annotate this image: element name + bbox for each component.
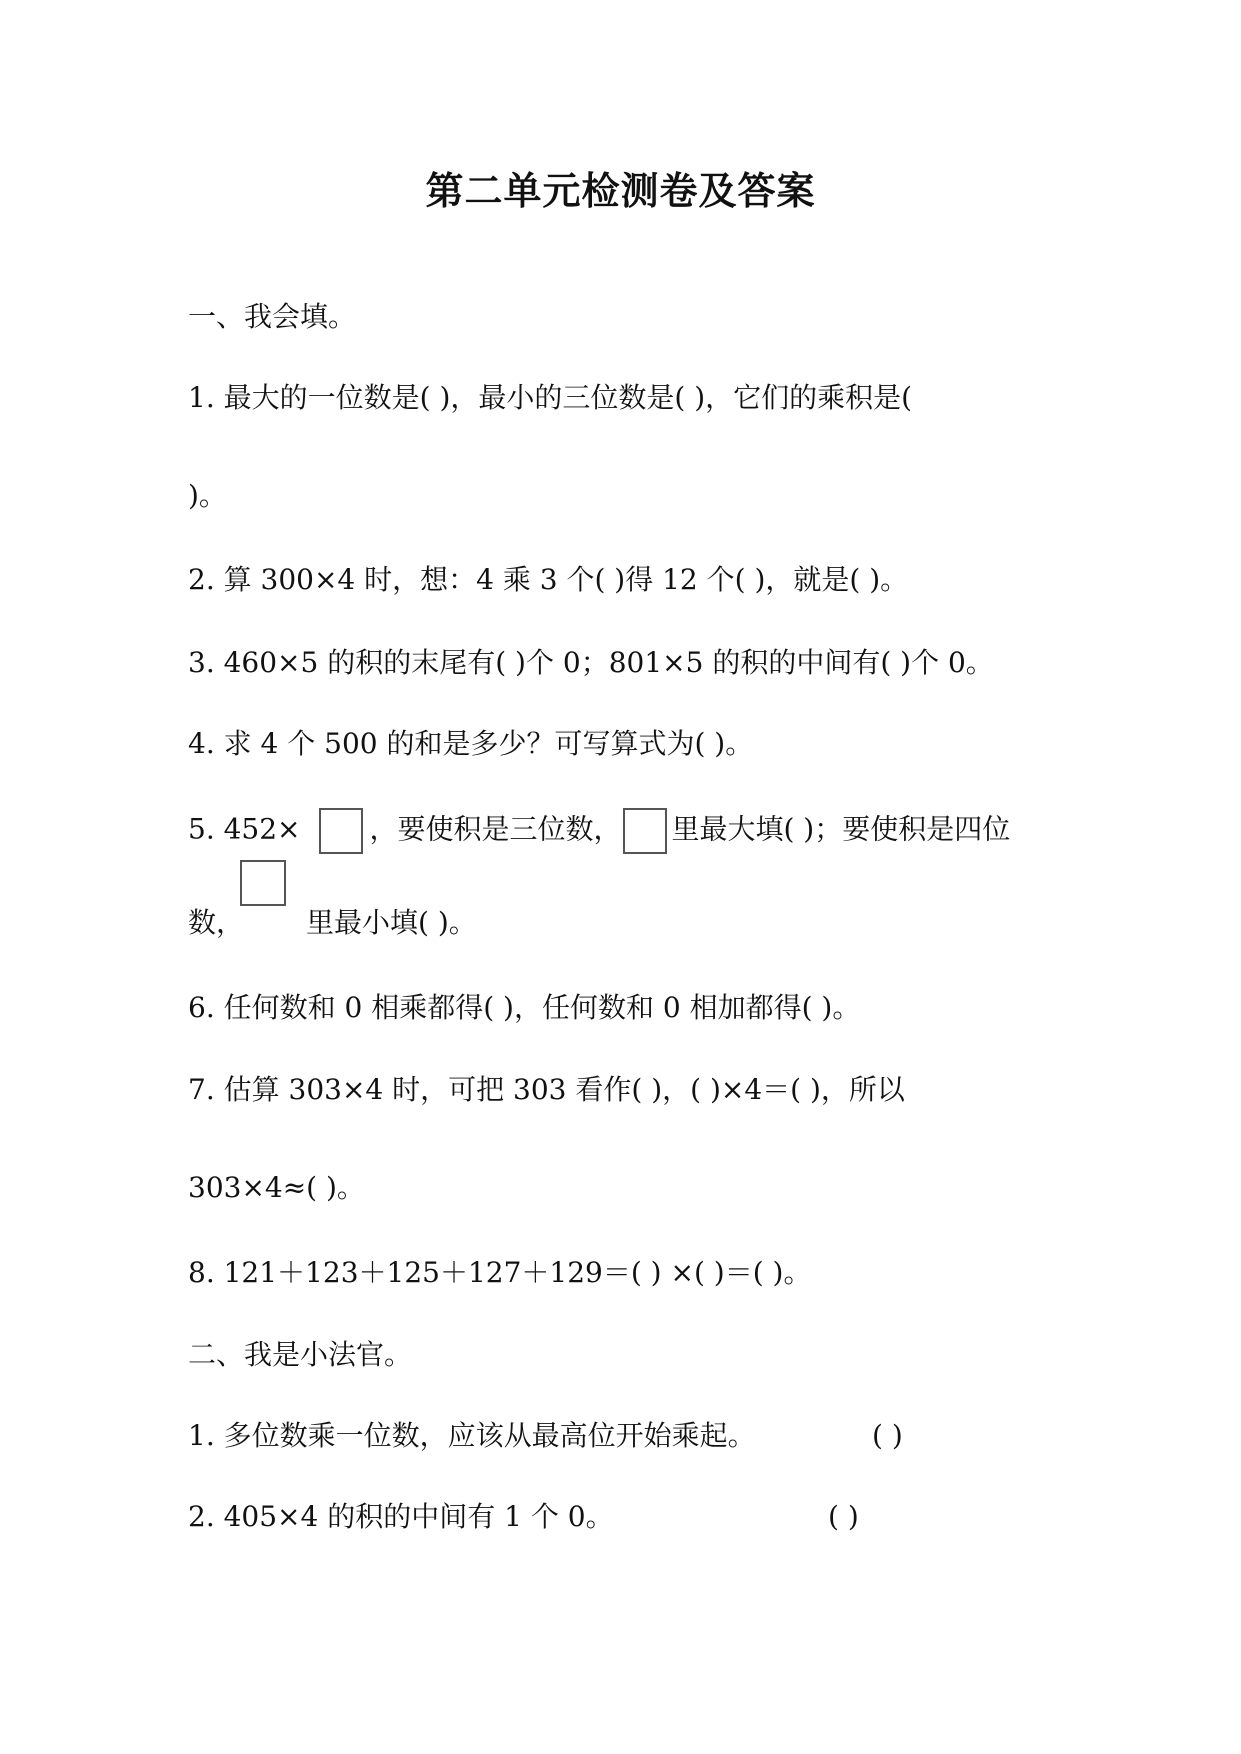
question-8: 8. 121＋123＋125＋127＋129＝( ) ×( )＝( )。 (188, 1256, 812, 1289)
judge-question-2: 2. 405×4 的积的中间有 1 个 0。 (188, 1500, 614, 1533)
judge-answer-mark-1: ( ) (872, 1419, 903, 1452)
question-5-line-1 (188, 808, 1068, 854)
question-4: 4. 求 4 个 500 的和是多少？可写算式为( )。 (188, 727, 754, 760)
answer-box (240, 860, 286, 906)
judge-answer-mark-2: ( ) (828, 1500, 859, 1533)
question-5-part-b: ，要使积是三位数， (369, 812, 622, 846)
page-title: 第二单元检测卷及答案 (425, 169, 816, 213)
question-2: 2. 算 300×4 时，想：4 乘 3 个( )得 12 个( )，就是( )。 (188, 563, 909, 596)
judge-question-1: 1. 多位数乘一位数，应该从最高位开始乘起。 (188, 1419, 756, 1452)
question-7-line-1: 7. 估算 303×4 时，可把 303 看作( )，( )×4＝( )，所以 (188, 1073, 905, 1106)
question-1-line-2: )。 (188, 479, 227, 512)
question-7-line-2: 303×4≈( )。 (188, 1171, 365, 1204)
question-6: 6. 任何数和 0 相乘都得( )，任何数和 0 相加都得( )。 (188, 991, 861, 1024)
question-5-line-2-b: 里最小填( )。 (306, 906, 477, 939)
answer-box (319, 808, 363, 854)
section-heading-1: 一、我会填。 (188, 300, 357, 333)
question-5-part-c: 里最大填( )；要使积是四位 (671, 812, 1011, 846)
section-heading-2: 二、我是小法官。 (188, 1338, 413, 1371)
question-5-line-2-a: 数， (188, 906, 245, 939)
answer-box (623, 808, 667, 854)
question-3: 3. 460×5 的积的末尾有( )个 0；801×5 的积的中间有( )个 0。 (188, 646, 994, 679)
question-1-line-1: 1. 最大的一位数是( )，最小的三位数是( )，它们的乘积是( (188, 381, 913, 414)
question-5-part-a: 5. 452× (188, 812, 301, 846)
